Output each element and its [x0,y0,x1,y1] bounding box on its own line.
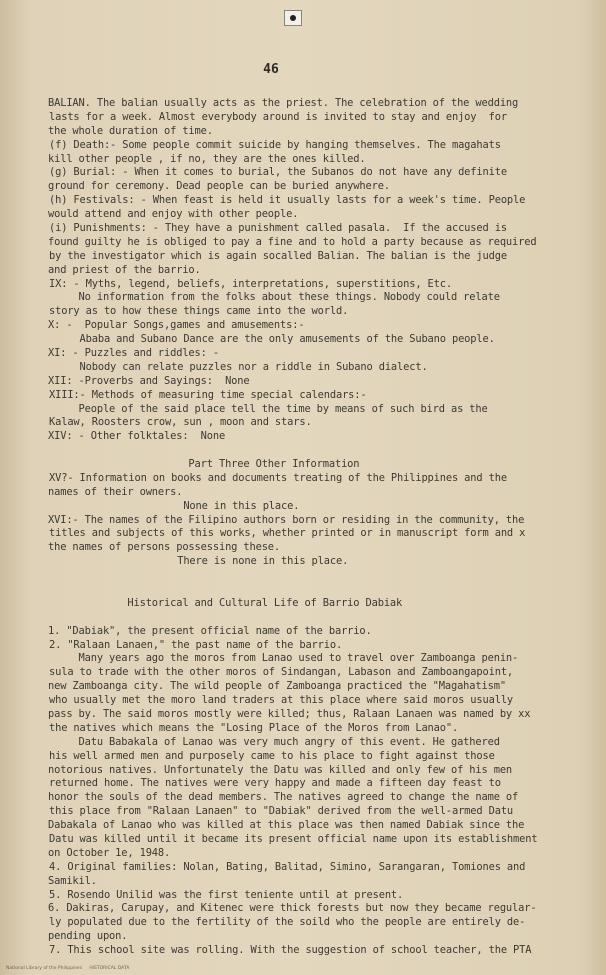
text-line: No information from the folks about these things. Nobody could relate [48,291,500,304]
text-line: 1. "Dabiak", the present official name of the barrio. [48,624,372,637]
text-line: honor the souls of the dead members. The natives agreed to change the name of [48,791,519,804]
text-line: (i) Punishments: - They have a punishment called pasala. If the accused is [49,222,507,234]
text-line: names of their owners. [48,485,183,498]
text-line: IX: - Myths, legend, beliefs, interpretations, superstitions, Etc. [49,277,452,290]
text-line: Nobody can relate puzzles nor a riddle in Subano dialect. [49,360,428,373]
text-line: 5. Rosendo Unilid was the first teniente until at present. [49,888,404,901]
text-line: who usually met the moro land traders at this place where said moros usually [49,694,514,707]
text-line: new Zamboanga city. The wild people of Zamboanga practiced the "Magahatism" [48,680,506,693]
text-line: Historical and Cultural Life of Barrio Dabiak [48,596,403,609]
text-line: XII: -Proverbs and Sayings: None [48,374,250,387]
text-line: XIII:- Methods of measuring time special calendars:- [49,388,367,401]
text-line: (f) Death:- Some people commit suicide by hanging themselves. The magahats [49,138,501,151]
text-line: 6. Dakiras, Carupay, and Kitenec were thick forests but now they became regular- [48,902,537,915]
text-line: Dabakala of Lanao who was killed at this place was then named Dabiak since the [48,819,525,831]
text-line: ly populated due to the fertility of the soild who the people are entirely de- [49,916,526,929]
text-line: Samikil. [48,874,97,887]
text-line: Part Three Other Information [48,458,360,470]
text-line: the names of persons possessing these. [48,541,281,554]
text-line: pass by. The said moros mostly were killed; thus, Ralaan Lanaen was named by xx [48,708,531,720]
text-line: found guilty he is obliged to pay a fine and to hold a party because as required [48,235,537,248]
text-line: X: - Popular Songs,games and amusements:- [48,319,305,332]
text-line: XV?- Information on books and documents treating of the Philippines and the [49,471,507,484]
text-line: People of the said place tell the time by means of such bird as the [48,402,488,415]
text-line: XVI:- The names of the Filipino authors born or residing in the community, the [48,513,525,526]
text-line: Datu Babakala of Lanao was very much angry of this event. He gathered [48,735,500,748]
text-line: Ababa and Subano Dance are the only amusements of the Subano people. [49,333,495,345]
text-line: this place from "Ralaan Lanaen" to "Dabiak" derived from the well-armed Datu [49,805,514,818]
text-line: his well armed men and purposely came to his place to fight against those [49,749,495,762]
text-line: Kalaw, Roosters crow, sun , moon and stars. [49,416,312,429]
text-line: Many years ago the moros from Lanao used to travel over Zamboanga penin- [48,652,519,665]
text-line: pending upon. [48,930,128,943]
page-number: 46 [263,62,279,77]
text-line: notorious natives. Unfortunately the Datu was killed and only few of his men [48,763,513,776]
text-line: kill other people , if no, they are the ones killed. [48,152,366,165]
text-line: BALIAN. The balian usually acts as the priest. The celebration of the wedding [48,97,519,109]
text-line: on October 1e, 1948. [48,846,171,859]
archive-footer: National Library of the Philippines HISTORICAL DATA [6,966,130,971]
text-line: XI: - Puzzles and riddles: - [48,346,219,359]
text-line: 2. "Ralaan Lanaen," the past name of the barrio. [49,638,343,651]
text-line: by the investigator which is again socalled Balian. The balian is the judge [49,249,507,262]
text-line: story as to how these things came into the world. [49,305,349,318]
text-line: sula to trade with the other moros of Sindangan, Labason and Zamboangapoint, [49,666,514,679]
text-line: and priest of the barrio. [48,263,201,276]
text-line: Datu was killed until it became its present official name upon its establishment [49,832,538,845]
text-line: XIV: - Other folktales: None [48,430,226,443]
text-line: (h) Festivals: - When feast is held it usually lasts for a week's time. People [49,194,526,207]
text-line: would attend and enjoy with other people. [48,208,299,221]
text-line: None in this place. [49,499,300,512]
text-line: titles and subjects of this works, whether printed or in manuscript form and x [49,527,526,540]
text-line: There is none in this place. [49,555,349,568]
text-line: 7. This school site was rolling. With the suggestion of school teacher, the PTA [49,944,532,956]
text-line: (g) Burial: - When it comes to burial, the Subanos do not have any definite [49,166,507,179]
text-line: 4. Original families: Nolan, Bating, Balitad, Simino, Sarangaran, Tomiones and [49,860,526,873]
text-line: ground for ceremony. Dead people can be buried anywhere. [48,180,390,193]
punch-hole-icon [284,10,302,26]
text-line: lasts for a week. Almost everybody around is invited to stay and enjoy for [49,110,507,123]
text-line: the whole duration of time. [48,124,213,137]
text-line: the natives which means the "Losing Place of the Moros from Lanao". [49,721,459,734]
text-line: returned home. The natives were very happy and made a fifteen day feast to [49,777,501,790]
